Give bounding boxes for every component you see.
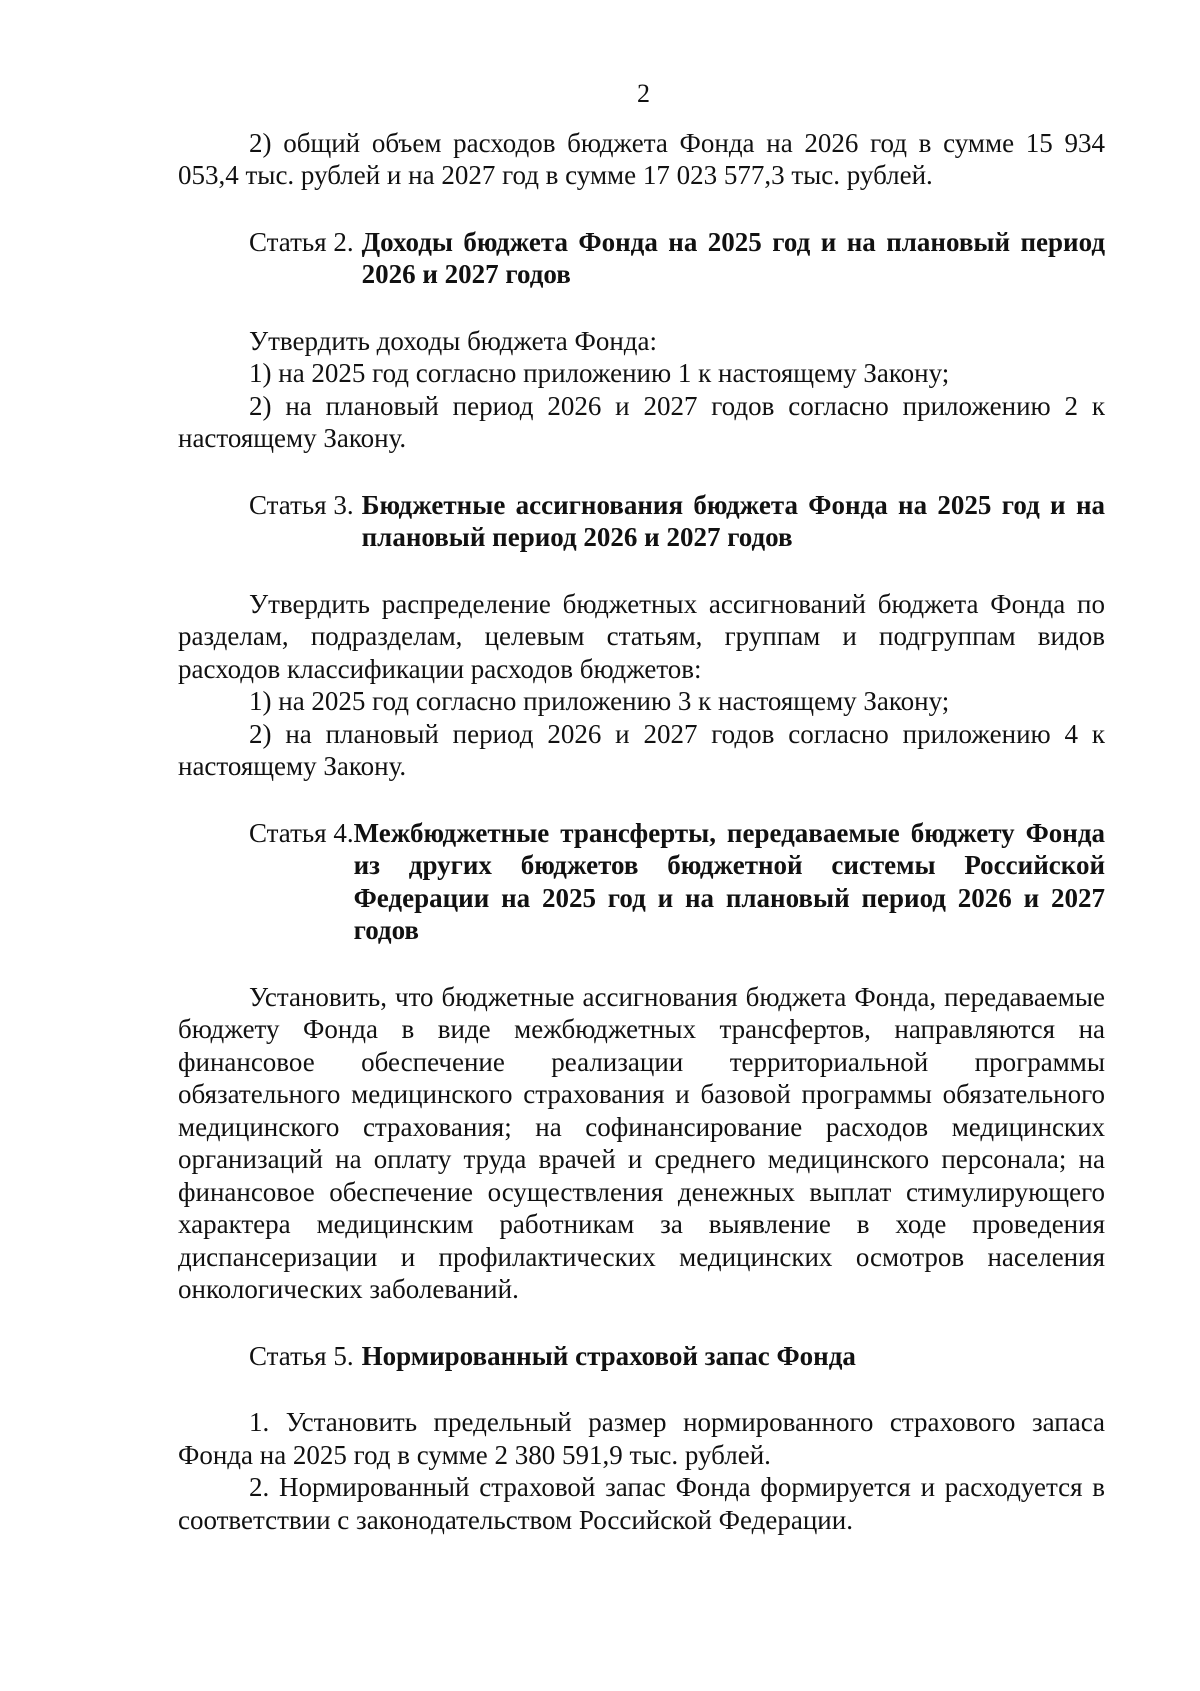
article-3-title: Бюджетные ассигнования бюджета Фонда на 2025 год и на плановый период 2026 и 2027 годов — [361, 489, 1105, 552]
article-4-heading — [178, 817, 1105, 947]
article-2-paragraph-3: 2) на плановый период 2026 и 2027 годов согласно приложению 2 к настоящему Закону. — [178, 390, 1105, 453]
article-2-paragraph-1: Утвердить доходы бюджета Фонда: — [249, 325, 657, 356]
article-2-title: Доходы бюджета Фонда на 2025 год и на плановый период 2026 и 2027 годов — [361, 226, 1105, 289]
article-5-label: Статья 5. — [249, 1340, 354, 1371]
article-3-paragraph-1: Утвердить распределение бюджетных ассигнований бюджета Фонда по разделам, подразделам, целевым статьям, группам и подгруппам видов расходов классификации расходов бюджетов: — [178, 588, 1105, 684]
intro-item-2: 2) общий объем расходов бюджета Фонда на 2026 год в сумме 15 934 053,4 тыс. рублей и на 2027 год в сумме 17 023 577,3 тыс. рублей. — [178, 127, 1105, 190]
article-5-heading — [178, 1340, 1105, 1373]
article-4-paragraph-1: Установить, что бюджетные ассигнования бюджета Фонда, передаваемые бюджету Фонда в виде межбюджетных трансфертов, направляются на финансовое обеспечение реализации территориальной программы обязательного медицинского страхования и базовой программы обязательного медицинского страхования; на софинансирование расходов медицинских организаций на оплату труда врачей и среднего медицинского персонала; на финансовое обеспечение осуществления денежных выплат стимулирующего характера медицинским работникам за выявление в ходе проведения диспансеризации и профилактических медицинских осмотров населения онкологических заболеваний. — [178, 981, 1105, 1304]
article-5-title: Нормированный страховой запас Фонда — [361, 1340, 856, 1371]
article-5-paragraph-2: 2. Нормированный страховой запас Фонда формируется и расходуется в соответствии с законодательством Российской Федерации. — [178, 1472, 1105, 1535]
article-4-label: Статья 4. — [249, 817, 354, 848]
page-number: 2 — [637, 79, 650, 108]
article-4-title: Межбюджетные трансферты, передаваемые бюджету Фонда из других бюджетов бюджетной системы Российской Федерации на 2025 год и на плановый период 2026 и 2027 годов — [353, 817, 1105, 945]
article-2-label: Статья 2. — [249, 226, 354, 257]
article-3-heading — [178, 489, 1105, 554]
article-2-paragraph-2: 1) на 2025 год согласно приложению 1 к настоящему Закону; — [249, 358, 950, 388]
article-3-paragraph-3: 2) на плановый период 2026 и 2027 годов согласно приложению 4 к настоящему Закону. — [178, 718, 1105, 781]
article-5-paragraph-1: 1. Установить предельный размер нормированного страхового запаса Фонда на 2025 год в сумме 2 380 591,9 тыс. рублей. — [178, 1407, 1105, 1470]
article-3-label: Статья 3. — [249, 489, 354, 520]
article-3-paragraph-2: 1) на 2025 год согласно приложению 3 к настоящему Закону; — [249, 686, 950, 716]
article-2-heading — [178, 226, 1105, 291]
